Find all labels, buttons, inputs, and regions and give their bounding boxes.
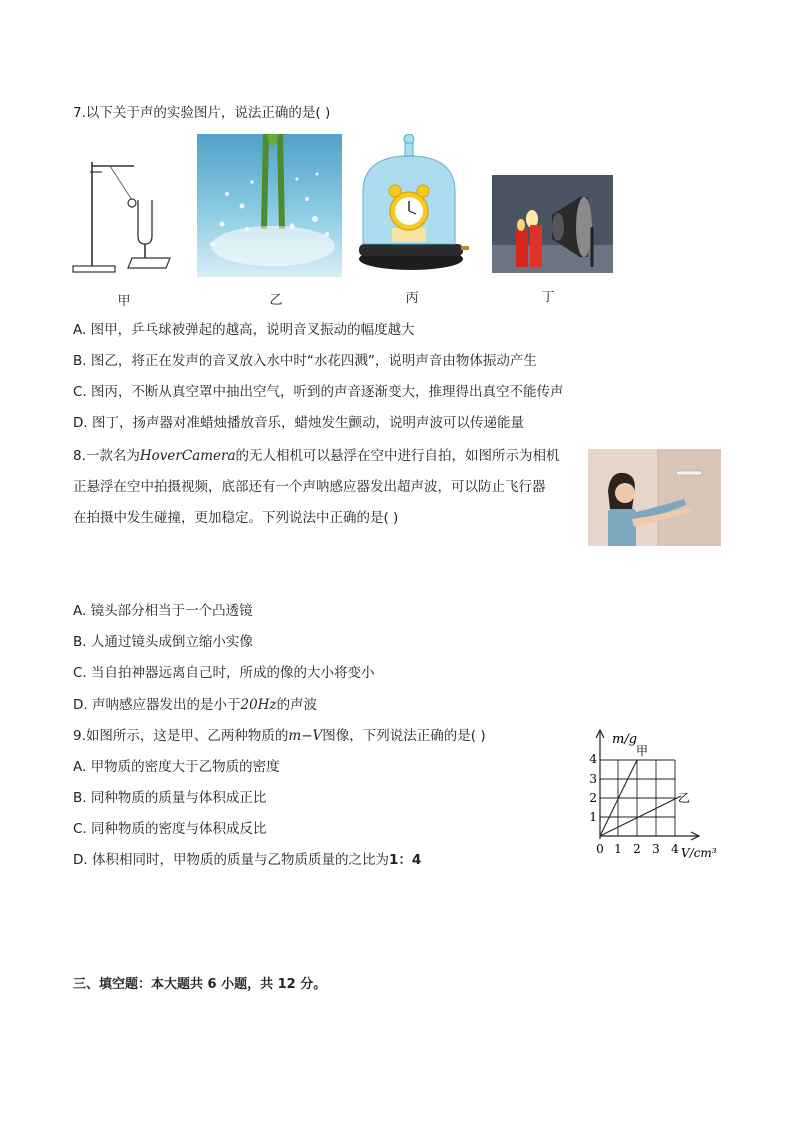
y-tick-1: 1: [589, 810, 597, 824]
q9-option-d: [73, 850, 421, 870]
caption-ding: 丁: [541, 290, 555, 305]
q9-option-a: A. 甲物质的密度大于乙物质的密度: [73, 759, 280, 775]
y-tick-4: 4: [589, 752, 597, 766]
q9-option-d-pre: D. 体积相同时，甲物质的质量与乙物质质量的之比为: [73, 852, 389, 868]
q9-stem: [73, 726, 486, 746]
q7-option-c: C. 图丙，不断从真空罩中抽出空气，听到的声音逐渐变大，推理得出真空不能传声: [73, 384, 564, 400]
figure-jia-tuning-fork-stand: [70, 158, 175, 276]
figure-hover-camera-photo: [588, 449, 721, 546]
x-tick-2: 2: [633, 842, 641, 856]
y-tick-3: 3: [589, 772, 597, 786]
mv-graph: [580, 726, 730, 864]
q8-stem-post: 的无人相机可以悬浮在空中进行自拍，如图所示为相机: [235, 448, 560, 464]
q8-option-d: [73, 695, 317, 715]
q8-option-c: C. 当自拍神器远离自己时，所成的像的大小将变小: [73, 665, 375, 681]
q7-option-b: B. 图乙，将正在发声的音叉放入水中时“水花四溅”，说明声音由物体振动产生: [73, 353, 537, 369]
figure-yi-water-splash-photo: [197, 134, 342, 277]
q9-option-c: C. 同种物质的密度与体积成反比: [73, 821, 267, 837]
y-axis-label: m/g: [612, 732, 638, 747]
q7-option-d: D. 图丁，扬声器对准蜡烛播放音乐，蜡烛发生颤动，说明声波可以传递能量: [73, 415, 524, 431]
x-tick-1: 1: [614, 842, 622, 856]
q8-stem-line2: 正悬浮在空中拍摄视频，底部还有一个声呐感应器发出超声波，可以防止飞行器: [73, 479, 546, 495]
q9-option-d-ratio: 1：4: [388, 852, 422, 868]
q8-stem-line3: 在拍摄中发生碰撞，更加稳定。下列说法中正确的是( ): [73, 510, 399, 526]
series-jia-label: 甲: [636, 744, 649, 758]
q7-option-a: A. 图甲，乒乓球被弹起的越高，说明音叉振动的幅度越大: [73, 322, 415, 338]
q9-option-b: B. 同种物质的质量与体积成正比: [73, 790, 267, 806]
q8-option-d-post: 的声波: [276, 697, 318, 713]
x-tick-4: 4: [671, 842, 679, 856]
q8-option-d-value: 20Hz: [240, 697, 277, 713]
q8-option-b: B. 人通过镜头成倒立缩小实像: [73, 634, 253, 650]
y-tick-2: 2: [589, 791, 597, 805]
q9-stem-pre: 9.如图所示，这是甲、乙两种物质的: [73, 728, 289, 744]
x-tick-0: 0: [596, 842, 604, 856]
caption-bing: 丙: [405, 291, 419, 306]
figure-bing-bell-jar-photo: [358, 134, 470, 271]
graph-grid: [600, 760, 675, 836]
q9-stem-post: 图像，下列说法正确的是( ): [322, 728, 486, 744]
q8-stem-pre: 8.一款名为: [73, 448, 140, 464]
caption-jia: 甲: [117, 294, 131, 309]
q8-option-a: A. 镜头部分相当于一个凸透镜: [73, 603, 253, 619]
x-tick-3: 3: [652, 842, 660, 856]
section-3-heading: 三、填空题：本大题共 6 小题，共 12 分。: [73, 977, 327, 992]
series-yi-line: [600, 796, 681, 836]
figure-ding-speaker-candle-photo: [492, 175, 613, 273]
q7-stem: 7.以下关于声的实验图片，说法正确的是( ): [73, 105, 331, 121]
x-axis-label: V/cm³: [681, 846, 717, 860]
q8-stem-line1: [73, 446, 560, 466]
q8-stem-name: HoverCamera: [139, 448, 236, 464]
q8-option-d-pre: D. 声呐感应器发出的是小于: [73, 697, 241, 713]
q9-stem-math: m−V: [288, 728, 323, 744]
series-yi-label: 乙: [678, 791, 691, 805]
caption-yi: 乙: [269, 293, 283, 308]
